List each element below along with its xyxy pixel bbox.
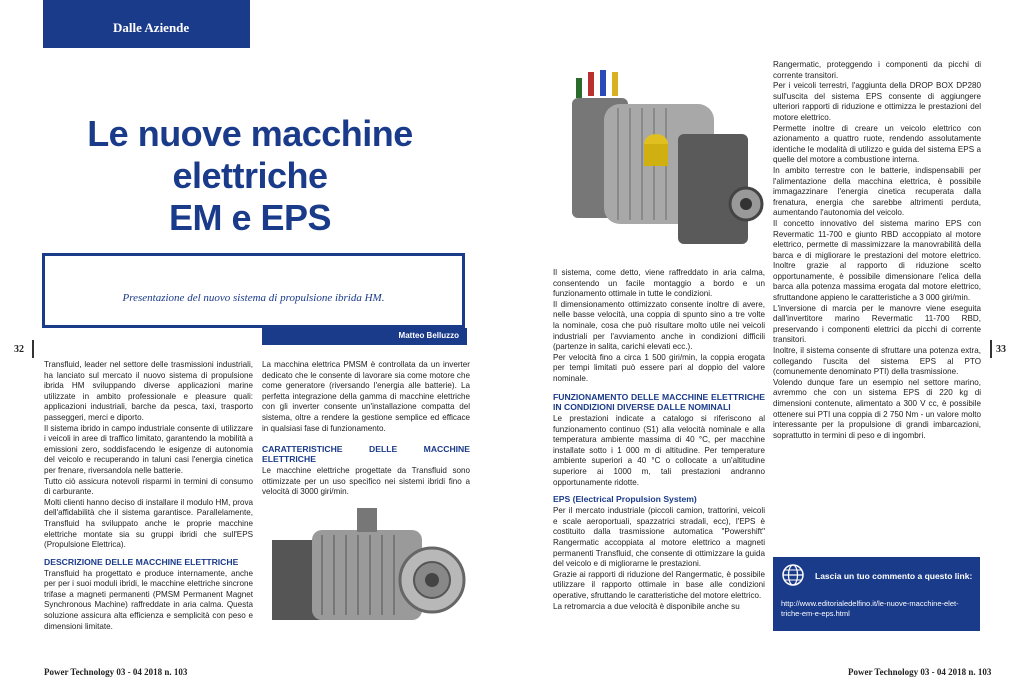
- author-bar: [262, 328, 467, 345]
- section-label: Dalle Aziende: [113, 20, 190, 35]
- column-1: [44, 360, 253, 632]
- section-heading: FUNZIONAMENTO DELLE MACCHINE ELETTRICHE IN CONDIZIONI DIVERSE DALLE NOMINALI: [553, 392, 765, 412]
- paragraph: Per il mercato industriale (piccoli camion, trattorini, veicoli e scale aeroportuali, spazzatrici stradali, ecc), l'EPS è costituito dalla trasmissione automatica "Powershift" Rangermatic accoppiata al motore elettrico a magneti permanenti Transfluid, che consente di ottimizzare la guida del veicolo e di migliorarne le prestazioni.: [553, 506, 765, 569]
- column-4: [773, 60, 981, 441]
- paragraph: Permette inoltre di creare un veicolo elettrico con azionamento a quattro ruote, rendendo assolutamente identiche le modalità di utilizzo e guida del sistema EPS a quelle del motore a combustione interna.: [773, 123, 981, 165]
- subtitle-box: [42, 253, 465, 328]
- paragraph: Per velocità fino a circa 1 500 giri/min, la coppia erogata per tempi limitati può essere pari al doppio del valore nominale.: [553, 352, 765, 383]
- paragraph: Il concetto innovativo del sistema marino EPS con Revermatic 11-700 e giunto RBD accoppiato al motore elettrico, permette di massimizzare la manovrabilità della barca e di migliorare le prestazioni del motore elettrico. Inoltre grazie al rapporto di riduzione scelto opportunamente, è possibile dimensionare l'elica della barca alla potenza massima erogata dal motore elettrico, sfruttandone appieno le caratteristiche a 3 000 giri/min.: [773, 218, 981, 303]
- paragraph: Volendo dunque fare un esempio nel settore marino, avremmo che con un sistema EPS di 220 kg di dimensioni contenute, alimentato a 300 V cc, è possibile ottenere sui PTI una coppia di 2 750 Nm - un valore molto interessante per la propulsione di grandi imbarcazioni, soprattutto in termini di peso e di ingombri.: [773, 377, 981, 440]
- title-line-1: Le nuove macchine elettriche: [87, 113, 413, 196]
- paragraph: Il dimensionamento ottimizzato consente inoltre di avere, nelle basse velocità, una coppia di spunto sino a tre volte la nominale, cosa che può risultare molto utile nei veicoli industriali per l'avviamento anche in condizioni difficili (partenze in salita, carichi elevati ecc.).: [553, 299, 765, 352]
- paragraph: Rangermatic, proteggendo i componenti da picchi di corrente transitori.: [773, 60, 981, 80]
- paragraph: In ambito terrestre con le batterie, indispensabili per l'alimentazione della macchina elettrica, è possibile immagazzinare l'energia cinetica recuperata dalla frenatura, energia che sarebbe altrimenti perduta, aumentando l'autonomia del veicolo.: [773, 165, 981, 218]
- paragraph: Tutto ciò assicura notevoli risparmi in termini di consumo di carburante.: [44, 476, 253, 497]
- paragraph: L'inversione di marcia per le manovre viene eseguita dall'invertitore marino Revermatic 11-700 RBD, preservando i componenti elettrici da picchi di corrente transitori.: [773, 303, 981, 345]
- section-heading: EPS (Electrical Propulsion System): [553, 494, 697, 505]
- column-3-bottom: [553, 392, 765, 612]
- globe-icon: [781, 563, 805, 587]
- footer-right: Power Technology 03 - 04 2018 n. 103: [848, 667, 992, 677]
- motor-terminal: [357, 508, 377, 532]
- comment-title: Lascia un tuo commento a questo link:: [815, 571, 973, 581]
- comment-box: [773, 557, 980, 631]
- paragraph: Transfluid, leader nel settore delle trasmissioni industriali, ha lanciato sul mercato il nuovo sistema di propulsione ibrida HM sviluppando diverse applicazioni marine utilizzate in ambito professionale e pleasure quali: applicazioni industriali, barche da pesca, taxi, trasporto passeggeri, merci e diporto.: [44, 360, 253, 422]
- subtitle: Presentazione del nuovo sistema di propulsione ibrida HM.: [122, 292, 385, 304]
- paragraph: Grazie ai rapporti di riduzione del Rangermatic, è possibile utilizzare il rapporto ottimale in base alle condizioni operative, sfruttando le caratteristiche del motore elettrico.: [553, 569, 765, 600]
- paragraph: Molti clienti hanno deciso di installare il modulo HM, prova dell'affidabilità che il sistema garantisce. Parallelamente, Transfluid ha sviluppato anche le proprie macchine elettriche montate sia su gruppi ibridi che sull'EPS (Propulsione Elettrica).: [44, 497, 253, 550]
- paragraph: Le macchine elettriche progettate da Transfluid sono ottimizzate per un uso specifico nei sistemi ibridi fino a velocità di 3000 giri/min.: [262, 466, 470, 497]
- comment-link[interactable]: http://www.editorialedelfino.it/le-nuove-macchine-elet-triche-em-e-eps.html: [781, 599, 959, 618]
- column-3-top: [553, 268, 765, 385]
- paragraph: La retromarcia a due velocità è disponibile anche su: [553, 601, 740, 611]
- column-2: [262, 360, 470, 498]
- footer-left: Power Technology 03 - 04 2018 n. 103: [44, 667, 188, 677]
- title-line-2: EM e EPS: [168, 197, 332, 238]
- paragraph: Il sistema, come detto, viene raffreddato in aria calma, consentendo un facile montaggio a bordo e un funzionamento ottimale in tutte le condizioni.: [553, 268, 765, 299]
- section-heading: CARATTERISTICHE DELLE MACCHINE ELETTRICHE: [262, 444, 470, 465]
- eps-motor-image: [568, 64, 764, 264]
- page-number-right: 33: [996, 344, 1006, 355]
- em-motor-image: [262, 500, 467, 650]
- paragraph: Inoltre, il sistema consente di sfruttare una potenza extra, collegando l'uscita del sistema EPS al PTO (comunemente denominato PTI) della trasmissione.: [773, 346, 981, 377]
- paragraph: La macchina elettrica PMSM è controllata da un inverter dedicato che le consente di lavorare sia come motore che come generatore (riversando l'energia alle batterie). La perfetta integrazione della gamma di macchine elettriche con gli inverter consente un'installazione compatta del sistema, oltre a rendere la gestione semplice ed efficace in qualsiasi fase di funzionamento.: [262, 360, 470, 433]
- paragraph: Per i veicoli terrestri, l'aggiunta della DROP BOX DP280 sull'uscita del sistema EPS consente di aggiungere ulteriori rapporti di riduzione e ottimizza le prestazioni del motore elettrico.: [773, 81, 981, 122]
- paragraph: Il sistema ibrido in campo industriale consente di utilizzare i veicoli in aree di traffico limitato, garantendo la mobilità a emissioni zero, soddisfacendo le esigenze di autonomia del veicolo e recuperando in taluni casi l'energia cinetica per frenare, riversandola nelle batterie.: [44, 423, 253, 475]
- author: Matteo Belluzzo: [398, 331, 459, 340]
- article-title: [30, 113, 470, 239]
- page-number-left: 32: [14, 344, 24, 355]
- section-tab: [43, 0, 250, 48]
- paragraph: Transfluid ha progettato e produce internamente, anche per per i suoi moduli ibridi, le macchine elettriche sincrone trifase a magneti permanenti (PMSM Permanent Magnet Synchronous Machine) raffreddate in aria calma. Questa soluzione assicura alta efficienza e semplicità con peso e dimensioni limitate.: [44, 568, 253, 631]
- section-heading: DESCRIZIONE DELLE MACCHINE ELETTRICHE: [44, 556, 239, 567]
- paragraph: Le prestazioni indicate a catalogo si riferiscono al funzionamento continuo (S1) alla velocità nominale e alla temperatura ambiente massima di 40 °C, per macchine installate sotto i 1 000 m di altitudine. Per temperature ambiente superiori a 40 °C o collocate a un'altitudine superiore ai 1000 m, tali prestazioni andranno opportunamente ridotte.: [553, 414, 765, 487]
